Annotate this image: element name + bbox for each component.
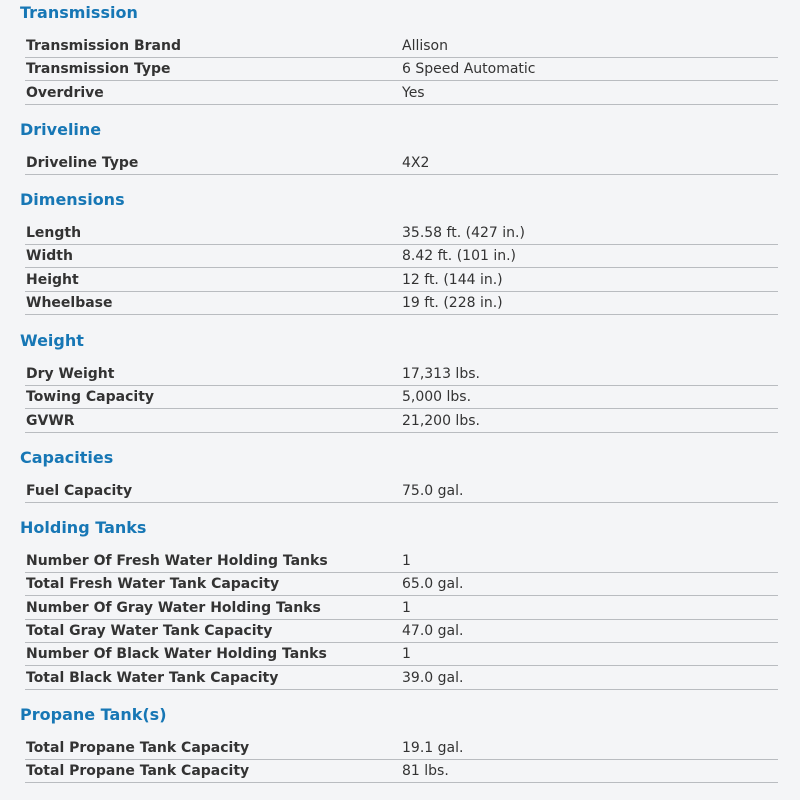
section-title: Transmission [20,3,138,22]
spec-label: Number Of Fresh Water Holding Tanks [26,553,328,569]
spec-value: 35.58 ft. (427 in.) [402,225,525,241]
spec-row [25,269,778,292]
spec-value: 81 lbs. [402,763,449,780]
spec-label: GVWR [26,412,75,429]
spec-value: 39.0 gal. [402,669,464,686]
spec-label: Total Black Water Tank Capacity [26,669,279,686]
spec-row [25,643,778,666]
spec-label: Driveline Type [26,155,139,171]
spec-value: 6 Speed Automatic [402,61,536,78]
spec-value: 1 [402,646,411,663]
spec-value: 47.0 gal. [402,622,464,639]
spec-value: 65.0 gal. [402,576,464,593]
spec-value: 5,000 lbs. [402,389,472,406]
spec-label: Dry Weight [26,366,115,382]
spec-label: Length [26,225,82,241]
spec-label: Number Of Gray Water Holding Tanks [26,599,321,616]
spec-value: 19 ft. (228 in.) [402,294,503,311]
spec-row [25,292,778,315]
spec-value: 19.1 gal. [402,740,464,756]
spec-row [25,550,778,573]
spec-value: 8.42 ft. (101 in.) [402,248,517,265]
spec-row [25,82,778,105]
spec-row [25,152,778,175]
spec-row [25,620,778,643]
spec-value: 17,313 lbs. [402,366,480,382]
spec-row [25,386,778,409]
spec-label: Total Propane Tank Capacity [26,763,250,780]
section-title: Driveline [20,120,102,139]
spec-label: Number Of Black Water Holding Tanks [26,646,327,663]
spec-row [25,245,778,268]
spec-label: Transmission Type [26,61,171,78]
section-title: Dimensions [20,190,125,209]
spec-row [25,222,778,245]
spec-row [25,667,778,690]
spec-label: Overdrive [26,84,104,101]
spec-value: Allison [402,38,448,54]
spec-row [25,597,778,620]
spec-row [25,737,778,760]
spec-label: Total Fresh Water Tank Capacity [26,576,280,593]
spec-row [25,760,778,783]
section-title: Capacities [20,448,114,467]
spec-label: Total Gray Water Tank Capacity [26,622,273,639]
spec-label: Total Propane Tank Capacity [26,740,250,756]
section-title: Holding Tanks [20,518,147,537]
spec-label: Height [26,271,79,288]
spec-label: Transmission Brand [26,38,181,54]
spec-value: 4X2 [402,155,430,171]
spec-label: Wheelbase [26,294,113,311]
spec-row [25,363,778,386]
spec-row [25,58,778,81]
spec-row [25,573,778,596]
spec-value: 75.0 gal. [402,483,464,499]
spec-value: Yes [402,84,425,101]
spec-value: 1 [402,553,411,569]
spec-label: Towing Capacity [26,389,155,406]
section-title: Propane Tank(s) [20,705,167,724]
section-title: Weight [20,331,84,350]
spec-value: 12 ft. (144 in.) [402,271,503,288]
spec-label: Width [26,248,73,265]
spec-label: Fuel Capacity [26,483,133,499]
spec-value: 1 [402,599,411,616]
spec-row [25,35,778,58]
spec-value: 21,200 lbs. [402,412,480,429]
spec-row [25,480,778,503]
spec-row [25,410,778,433]
